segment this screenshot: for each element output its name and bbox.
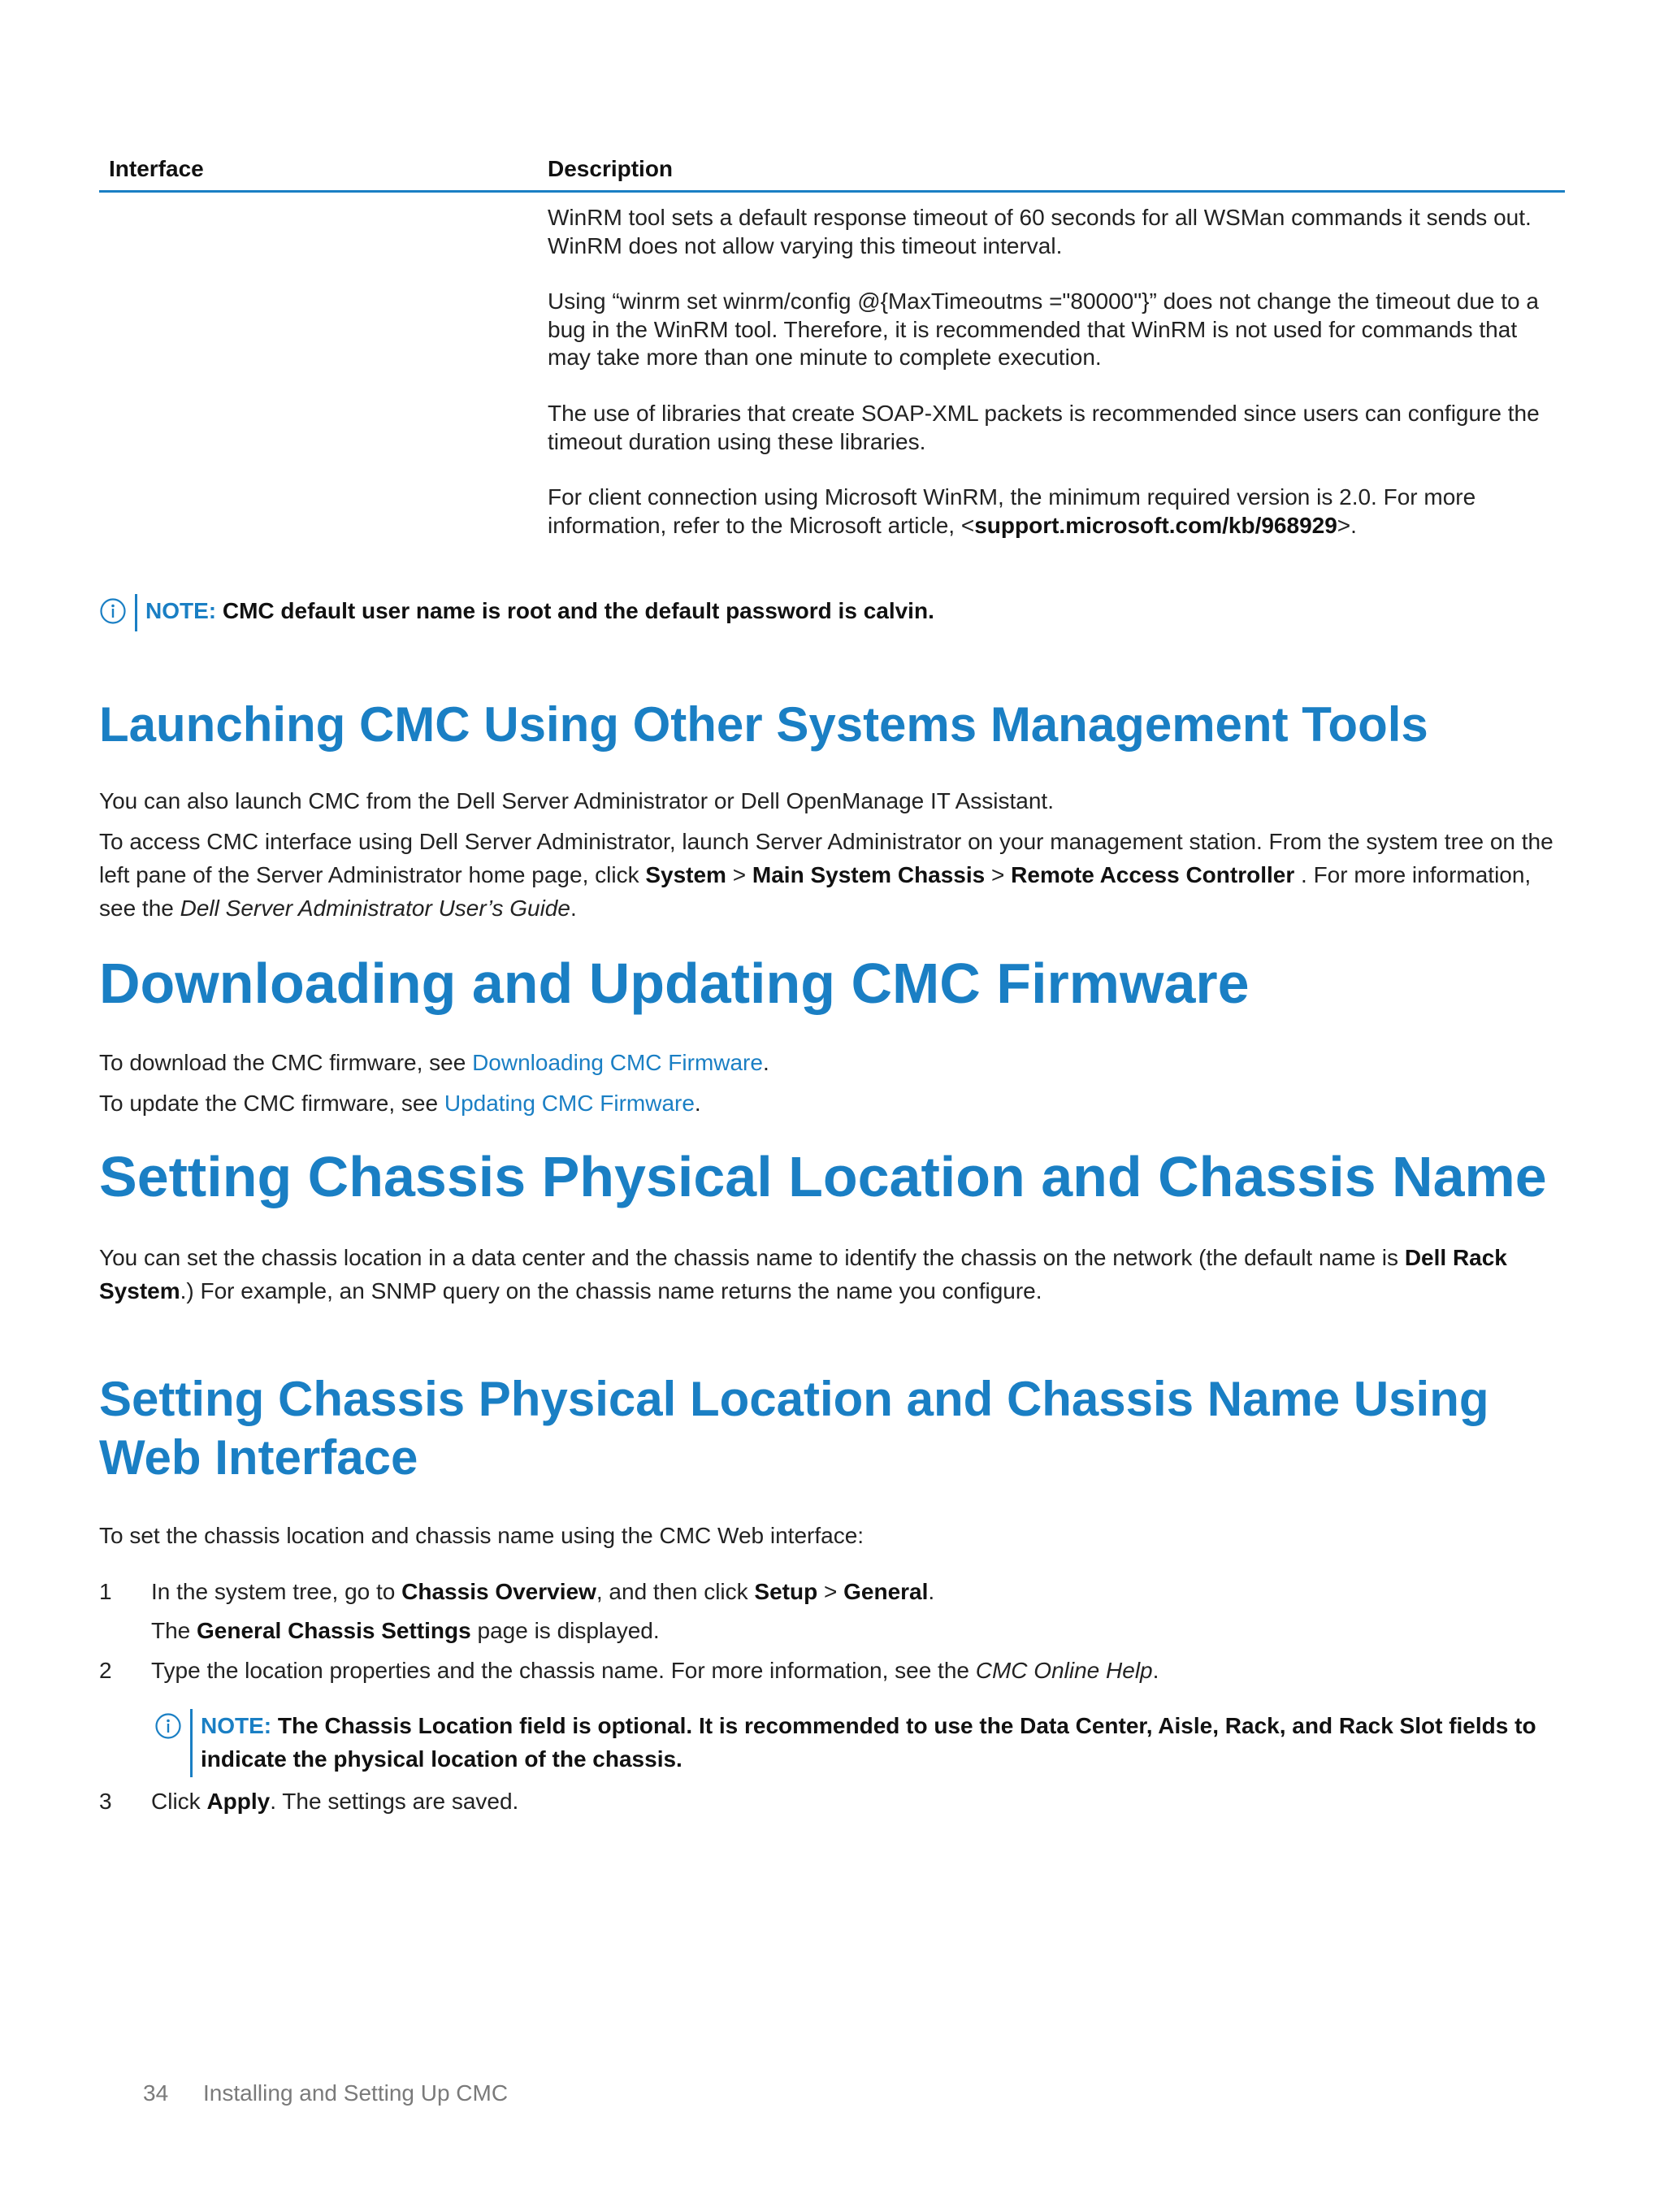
table-header-rule [99,190,1565,193]
paragraph [99,825,1562,925]
text-segment: > [726,862,752,887]
ui-button-apply: Apply [206,1789,271,1814]
help-title: CMC Online Help [975,1658,1153,1683]
text-segment: . [694,1091,701,1116]
default-chassis-name: Dell Rack System [99,1245,1507,1303]
ui-path-chassis-overview: Chassis Overview [401,1579,596,1604]
note-divider [135,594,137,631]
text-segment: page is displayed. [470,1618,660,1643]
menu-path-system: System [645,862,726,887]
paragraph: You can also launch CMC from the Dell Server Administrator or Dell OpenManage IT Assistant. [99,788,1054,813]
updating-firmware-link[interactable]: Updating CMC Firmware [444,1091,695,1116]
text-segment: . The settings are saved. [270,1789,519,1814]
page-number: 34 [143,2080,169,2106]
section-heading-downloading: Downloading and Updating CMC Firmware [99,952,1250,1015]
text-segment: > [817,1579,844,1604]
step-text [151,1575,1565,1608]
paragraph [99,1046,1562,1079]
note-label: NOTE: [201,1713,272,1738]
note-text [201,1709,1566,1776]
menu-path-main-system-chassis: Main System Chassis [752,862,986,887]
guide-title: Dell Server Administrator User’s Guide [180,896,570,921]
section-heading-setting-location: Setting Chassis Physical Location and Chassis Name [99,1145,1547,1208]
note-callout [154,1709,1568,1777]
text-segment: To update the CMC firmware, see [99,1091,444,1116]
step-subtext [151,1614,1565,1647]
text-segment: Click [151,1789,207,1814]
text-segment: . [762,1050,769,1075]
text-segment: To download the CMC firmware, see [99,1050,473,1075]
text-segment: In the system tree, go to [151,1579,402,1604]
note-divider [190,1709,193,1777]
ui-path-setup: Setup [754,1579,818,1604]
menu-path-remote-access-controller: Remote Access Controller [1011,862,1295,887]
text-segment: . [928,1579,935,1604]
section-heading-launching: Launching CMC Using Other Systems Management Tools [99,697,1428,752]
table-description-paragraph [548,484,1547,540]
text-segment: You can set the chassis location in a data center and the chassis name to identify the chassis on the network (the default name is [99,1245,1405,1270]
step-text [151,1654,1565,1687]
table-description-paragraph: The use of libraries that create SOAP-XML packets is recommended since users can configure the timeout duration using these libraries. [548,401,1540,454]
info-icon [154,1712,182,1740]
paragraph [99,1086,1562,1120]
note-body: The Chassis Location field is optional. It is recommended to use the Data Center, Aisle, Rack, and Rack Slot fields to indicate the physical location of the chassis. [201,1713,1536,1772]
table-description-paragraph: Using “winrm set winrm/config @{MaxTimeoutms ="80000"}” does not change the timeout due to a bug in the WinRM tool. Therefore, it is recommended that WinRM is not used for commands that may take more than one minute to complete execution. [548,288,1539,370]
step-number: 3 [99,1789,112,1814]
note-callout [99,594,934,631]
support-article-reference: support.microsoft.com/kb/968929 [974,512,1337,538]
table-header-description: Description [548,156,674,181]
text-segment: . For more information, see the [99,862,1532,921]
text-segment: The [151,1618,197,1643]
table-header-interface: Interface [109,156,204,181]
step-text [151,1785,1565,1818]
note-body: CMC default user name is root and the default password is calvin. [222,598,934,623]
footer-section-title: Installing and Setting Up CMC [203,2080,509,2106]
info-icon [99,597,127,625]
text-segment: . [1152,1658,1159,1683]
text-segment: . [570,896,577,921]
ui-path-general: General [843,1579,929,1604]
text-segment: >. [1337,512,1357,538]
text-segment: For client connection using Microsoft WinRM, the minimum required version is 2.0. For more information, refer to the Microsoft article, < [548,484,1476,538]
table-description-paragraph: WinRM tool sets a default response timeout of 60 seconds for all WSMan commands it sends out. WinRM does not allow varying this timeout interval. [548,205,1532,258]
note-text [145,594,934,627]
step-number: 1 [99,1579,112,1604]
text-segment: Type the location properties and the chassis name. For more information, see the [151,1658,976,1683]
section-heading-web-interface: Setting Chassis Physical Location and Chassis Name Using Web Interface [99,1372,1489,1485]
ui-page-general-chassis-settings: General Chassis Settings [197,1618,471,1643]
text-segment: To access CMC interface using Dell Server Administrator, launch Server Administrator on your management station. From the system tree on the left pane of the Server Administrator home page, click [99,829,1554,887]
paragraph [99,1241,1562,1308]
step-number: 2 [99,1658,112,1683]
text-segment: .) For example, an SNMP query on the chassis name returns the name you configure. [180,1278,1042,1303]
paragraph: To set the chassis location and chassis name using the CMC Web interface: [99,1523,864,1548]
text-segment: , and then click [596,1579,755,1604]
note-label: NOTE: [145,598,217,623]
downloading-firmware-link[interactable]: Downloading CMC Firmware [472,1050,763,1075]
text-segment: > [985,862,1012,887]
